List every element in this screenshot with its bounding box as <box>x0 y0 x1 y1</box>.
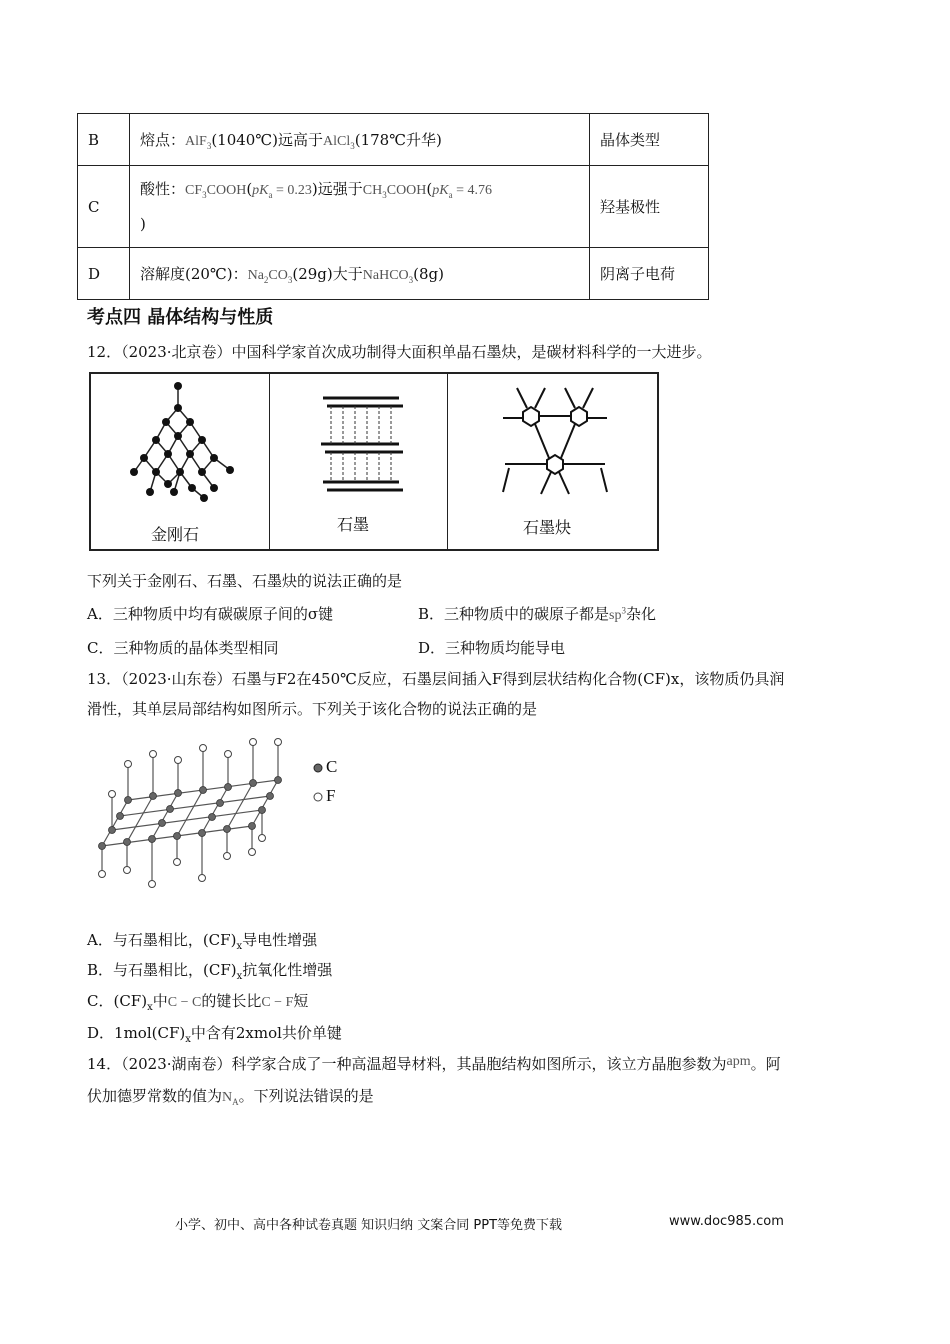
row-letter: D <box>78 248 130 300</box>
footer-url[interactable]: www.doc985.com <box>669 1214 784 1229</box>
carbon-legend-icon <box>312 762 324 774</box>
row-reason: 阴离子电荷 <box>590 248 709 300</box>
section-title: 考点四 晶体结构与性质 <box>87 307 274 328</box>
row-reason: 晶体类型 <box>590 114 709 166</box>
q12-prompt: 下列关于金刚石、石墨、石墨炔的说法正确的是 <box>87 572 403 590</box>
footer-text: 小学、初中、高中各种试卷真题 知识归纳 文案合同 PPT等免费下载 <box>175 1218 563 1233</box>
graphdiyne-structure-icon <box>499 382 611 498</box>
q14-stem-line2: 伏加德罗常数的值为$N_A$。下列说法错误的是 <box>87 1087 374 1107</box>
q12-stem: 12．（2023·北京卷）中国科学家首次成功制得大面积单晶石墨炔，是碳材料科学的一大进步。 <box>87 343 712 361</box>
fig-label-diamond: 金刚石 <box>151 525 200 544</box>
row-content: 熔点：AlF$_3$(1040℃)远高于AlCl$_3$(178℃升华) <box>130 114 590 166</box>
table-row <box>78 114 709 166</box>
table-row <box>78 166 709 248</box>
options-table <box>77 113 709 300</box>
row-content: 溶解度(20℃)：$Na_2CO_3(29g)$大于NaHCO$_3$(8g) <box>130 248 590 300</box>
table-row <box>78 248 709 300</box>
q12-option-a: A．三种物质中均有碳碳原子间的σ键 <box>87 605 334 623</box>
legend-label-f: F <box>326 786 336 805</box>
q12-figure <box>89 372 659 551</box>
q13-option-d: D．$1mol(CF)_x$中含有2xmol共价单键 <box>87 1024 342 1045</box>
q13-stem-line1: 13．（2023·山东卷）石墨与F2在450℃反应，石墨层间插入F得到层状结构化合物(CF)x，该物质仍具润 <box>87 670 785 688</box>
legend-label-c: C <box>326 757 338 776</box>
row-reason: 羟基极性 <box>590 166 709 248</box>
cf-layer-structure-icon <box>92 734 292 894</box>
row-content: 酸性：$CF_3COOH(pK_a = 0.23)$远强于$CH_3COOH(pK_a = 4.76$ ) <box>130 166 590 248</box>
q13-option-b: B．与石墨相比，$(CF)_x$抗氧化性增强 <box>87 961 333 982</box>
diamond-structure-icon <box>126 380 241 510</box>
graphite-structure-icon <box>319 390 405 496</box>
row-letter: C <box>78 166 130 248</box>
q13-option-c: C．$(CF)_x$中C − C的键长比C − F短 <box>87 992 309 1013</box>
q13-option-a: A．与石墨相比，$(CF)_x$导电性增强 <box>87 931 318 952</box>
q13-stem-line2: 滑性，其单层局部结构如图所示。下列关于该化合物的说法正确的是 <box>87 700 538 718</box>
fluorine-legend-icon <box>312 791 324 803</box>
q12-option-c: C．三种物质的晶体类型相同 <box>87 639 279 657</box>
fig-label-graphite: 石墨 <box>337 515 370 534</box>
row-letter: B <box>78 114 130 166</box>
q12-option-d: D．三种物质均能导电 <box>418 639 566 657</box>
q14-stem-line1: 14．（2023·湖南卷）科学家合成了一种高温超导材料，其晶胞结构如图所示，该立方晶胞参数为apm。阿 <box>87 1054 781 1073</box>
fig-label-graphdiyne: 石墨炔 <box>523 518 572 537</box>
q12-option-b: B．三种物质中的碳原子都是$sp^3$杂化 <box>418 605 656 623</box>
